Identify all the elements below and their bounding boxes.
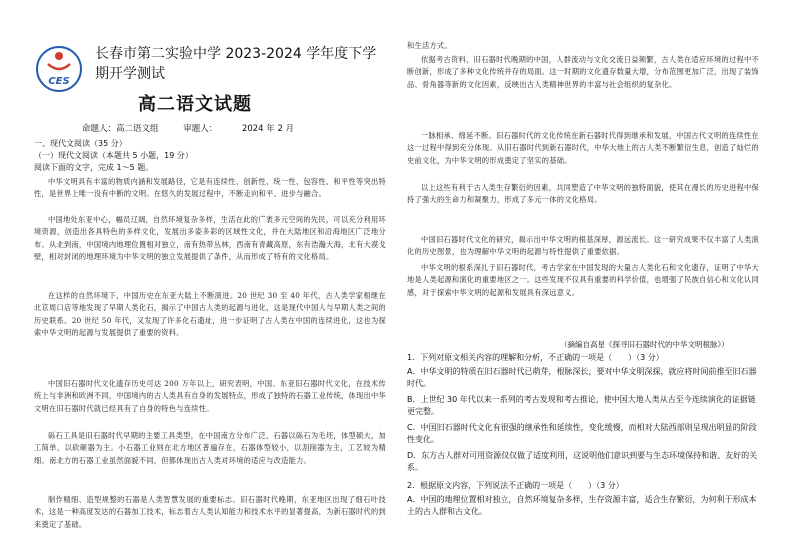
author: 命题人：高二语文组 [82,124,159,134]
passage-paragraph: 以上这些有利于古人类生存繁衍的因素，共同塑造了中华文明的独特面貌，使其在漫长的历史进程中保持了强大的生命力和凝聚力，形成了多元一体的文化格局。 [407,183,759,205]
passage-paragraph: 一脉相承、绵延不断。旧石器时代的文化传统在新石器时代得到继承和发展，中国古代文明的连续性在这一过程中得到充分体现。从旧石器时代到新石器时代，中华大地上的古人类不断繁衍生息，创造了灿烂的史前文化，为中华文明的形成奠定了坚实的基础。 [407,131,759,165]
answer-option: C．中国旧石器时代文化有很强的继承性和延续性，变化缓慢，而相对大陆西部则呈现出明显的阶段性变化。 [407,423,757,444]
passage-paragraph: 制作精细、造型规整的石器是人类智慧发展的重要标志。旧石器时代晚期，东亚地区出现了细石叶技术，这是一种高度发达的石器加工技术，标志着古人类认知能力和技术水平的显著提高，为新石器时代的到来奠定了基础。 [34,495,386,529]
passage-paragraph: 中华文明具有丰富的物质内涵和发展路径，它是有连续性、创新性、统一性、包容性、和平性等突出特性，是世界上唯一没有中断的文明。在悠久的发展过程中，不断走向和平、进步与融合。 [34,177,386,199]
passage-paragraph: 中华文明的根系深扎于旧石器时代，考古学家在中国发现的大量古人类化石和文化遗存，证明了中华大地是人类起源和演化的重要地区之一。这些发现不仅具有重要的科学价值，也增强了民族自信心和文化认同感，对于探索中华文明的起源和发展具有深远意义。 [407,263,759,297]
passage-paragraph: 中国旧石器时代文化的研究，揭示出中华文明的根基深厚，源远流长。这一研究成果不仅丰富了人类演化的历史图景，也为理解中华文明的起源与特性提供了重要依据。 [407,235,759,257]
passage-paragraph: 砾石工具是旧石器时代早期的主要工具类型，在中国南方分布广泛，石器以砾石为毛坯，体型硕大，加工简单，以砍砸器为主。小石器工业则在北方地区普遍存在，石器体型较小，以刮削器为主，工艺较为精细。南北方的石器工业虽然面貌不同，但都体现出古人类对环境的适应与改造能力。 [34,431,386,465]
passage-paragraph: 和生活方式。 [407,41,452,50]
passage-paragraph: 中国旧石器时代文化遗存历史可达 200 万年以上，研究表明，中国、东亚旧石器时代文化，在技术传统上与非洲和欧洲不同，中国境内的古人类具有自身的发展特点，形成了独特的石器工业传统，体现出中华文明在旧石器时代就已经具有了自身的特色与连续性。 [34,379,386,413]
school-title: 长春市第二实验中学 2023-2024 学年度下学期开学测试 [95,46,377,82]
passage-paragraph: 在这样的自然环境下，中国历史在东亚大陆上不断演进。20 世纪 30 至 40 年代，古人类学家相继在北京周口店等地发现了早期人类化石，揭示了中国古人类的起源与进化，这是现代中国人与早期人类之间的历史联系。20 世纪 50 年代，又发现了许多化石遗址，进一步证明了古人类在中国的连续进化，这也为探索中华文明的起源与发展提供了重要的资料。 [34,291,386,338]
answer-option: D．东方古人群对可用资源仅仅做了适度利用，这说明他们意识到要与生态环境保持和谐、友好的关系。 [407,451,758,472]
section-heading: 一、现代文阅读（35 分） [34,139,127,148]
document-title: 高二语文试题 [138,94,252,115]
answer-option: A．中华文明的特质在旧石器时代已萌芽，根脉深长，要对中华文明深探，就应将时间前推至旧石器时代。 [407,367,757,388]
reading-instruction: 阅读下面的文字，完成 1～5 题。 [34,163,154,172]
passage-paragraph: 依据考古资料，旧石器时代晚期的中国，人群流动与文化交流日益频繁，古人类在适应环境的过程中不断创新，形成了多种文化传统并存的局面。这一时期的文化遗存数量大增，分布范围更加广泛，出现了装饰品、骨角器等新的文化因素，反映出古人类精神世界的丰富与社会组织的复杂化。 [407,55,759,89]
question-stem: 2．根据原文内容，下列说法不正确的一项是（ ）（3 分） [407,481,624,490]
school-logo-icon [34,44,84,94]
exam-date: 2024 年 2 月 [241,124,295,134]
passage-paragraph: 中国地处东亚中心，幅员辽阔，自然环境复杂多样，生活在此的广袤多元空间的先民，可以充分利用环境资源，创造出各具特色的多样文化，发展出多姿多彩的区域性文化，并在大陆地区和沿海地区广泛地分布。从北到南，中国境内地理位置相对独立，南有热带丛林，西南有青藏高原，东有浩瀚大海，北有大漠戈壁，相对封闭的地理环境为中华文明的独立发展提供了条件，从而形成了特有的文化格局。 [34,215,386,262]
subsection-heading: （一）现代文阅读（本题共 5 小题，19 分） [34,151,193,160]
answer-option: B．上世纪 30 年代以来一系列的考古发现和考古推论，使中国大地人类从古至今连续演化的证据链更完整。 [407,395,756,416]
answer-option: A．中国的地理位置相对独立，自然环境复杂多样，生存资源丰富，适合生存繁衍，为何利于形成本土的古人群和古文化。 [407,495,757,516]
reviewer: 审题人： [183,124,218,134]
source-citation: （摘编自高星《探寻旧石器时代的中华文明根脉》） [560,340,729,349]
question-stem: 1．下列对原文相关内容的理解和分析，不正确的一项是（ ）（3 分） [407,353,664,362]
logo-text: CES [48,76,70,87]
exam-meta [82,122,316,134]
